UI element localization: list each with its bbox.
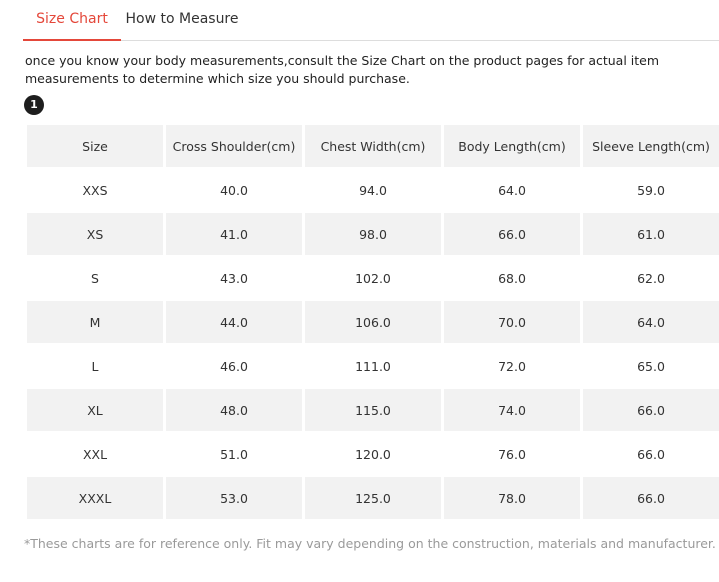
cell-size: XXXL [27, 477, 163, 519]
cell-chest-width: 115.0 [305, 389, 441, 431]
cell-chest-width: 98.0 [305, 213, 441, 255]
cell-sleeve-length: 66.0 [583, 433, 719, 475]
cell-sleeve-length: 61.0 [583, 213, 719, 255]
cell-sleeve-length: 59.0 [583, 169, 719, 211]
cell-size: XXL [27, 433, 163, 475]
table-row [27, 389, 719, 431]
header-cross-shoulder: Cross Shoulder(cm) [166, 125, 302, 167]
table-row [27, 257, 719, 299]
table-row [27, 301, 719, 343]
cell-chest-width: 125.0 [305, 477, 441, 519]
cell-chest-width: 111.0 [305, 345, 441, 387]
cell-sleeve-length: 66.0 [583, 389, 719, 431]
cell-cross-shoulder: 48.0 [166, 389, 302, 431]
cell-body-length: 72.0 [444, 345, 580, 387]
table-row [27, 169, 719, 211]
cell-sleeve-length: 65.0 [583, 345, 719, 387]
cell-chest-width: 120.0 [305, 433, 441, 475]
footnote: *These charts are for reference only. Fit may vary depending on the construction, materials and manufacturer. [24, 536, 716, 551]
cell-body-length: 78.0 [444, 477, 580, 519]
size-chart-table [24, 123, 719, 521]
tab-size-chart[interactable]: Size Chart [23, 0, 121, 41]
cell-body-length: 64.0 [444, 169, 580, 211]
cell-chest-width: 102.0 [305, 257, 441, 299]
cell-sleeve-length: 62.0 [583, 257, 719, 299]
cell-size: XS [27, 213, 163, 255]
cell-size: XL [27, 389, 163, 431]
header-body-length: Body Length(cm) [444, 125, 580, 167]
table-header-row [27, 125, 719, 167]
cell-cross-shoulder: 40.0 [166, 169, 302, 211]
header-size: Size [27, 125, 163, 167]
cell-cross-shoulder: 44.0 [166, 301, 302, 343]
table-row [27, 213, 719, 255]
cell-body-length: 66.0 [444, 213, 580, 255]
table-row [27, 345, 719, 387]
cell-size: L [27, 345, 163, 387]
cell-size: S [27, 257, 163, 299]
table-row [27, 433, 719, 475]
cell-cross-shoulder: 51.0 [166, 433, 302, 475]
tab-how-to-measure[interactable]: How to Measure [125, 11, 239, 27]
header-chest-width: Chest Width(cm) [305, 125, 441, 167]
tab-bar [23, 0, 719, 41]
intro-text: once you know your body measurements,consult the Size Chart on the product pages for actual item measurements to determine which size you should purchase. [25, 53, 660, 86]
cell-size: XXS [27, 169, 163, 211]
cell-size: M [27, 301, 163, 343]
header-sleeve-length: Sleeve Length(cm) [583, 125, 719, 167]
table-row [27, 477, 719, 519]
cell-sleeve-length: 64.0 [583, 301, 719, 343]
step-number-badge: 1 [24, 95, 44, 115]
cell-cross-shoulder: 41.0 [166, 213, 302, 255]
cell-body-length: 74.0 [444, 389, 580, 431]
table-body [27, 169, 719, 519]
cell-chest-width: 94.0 [305, 169, 441, 211]
cell-body-length: 68.0 [444, 257, 580, 299]
cell-body-length: 70.0 [444, 301, 580, 343]
cell-cross-shoulder: 46.0 [166, 345, 302, 387]
cell-chest-width: 106.0 [305, 301, 441, 343]
cell-body-length: 76.0 [444, 433, 580, 475]
cell-cross-shoulder: 43.0 [166, 257, 302, 299]
cell-sleeve-length: 66.0 [583, 477, 719, 519]
cell-cross-shoulder: 53.0 [166, 477, 302, 519]
